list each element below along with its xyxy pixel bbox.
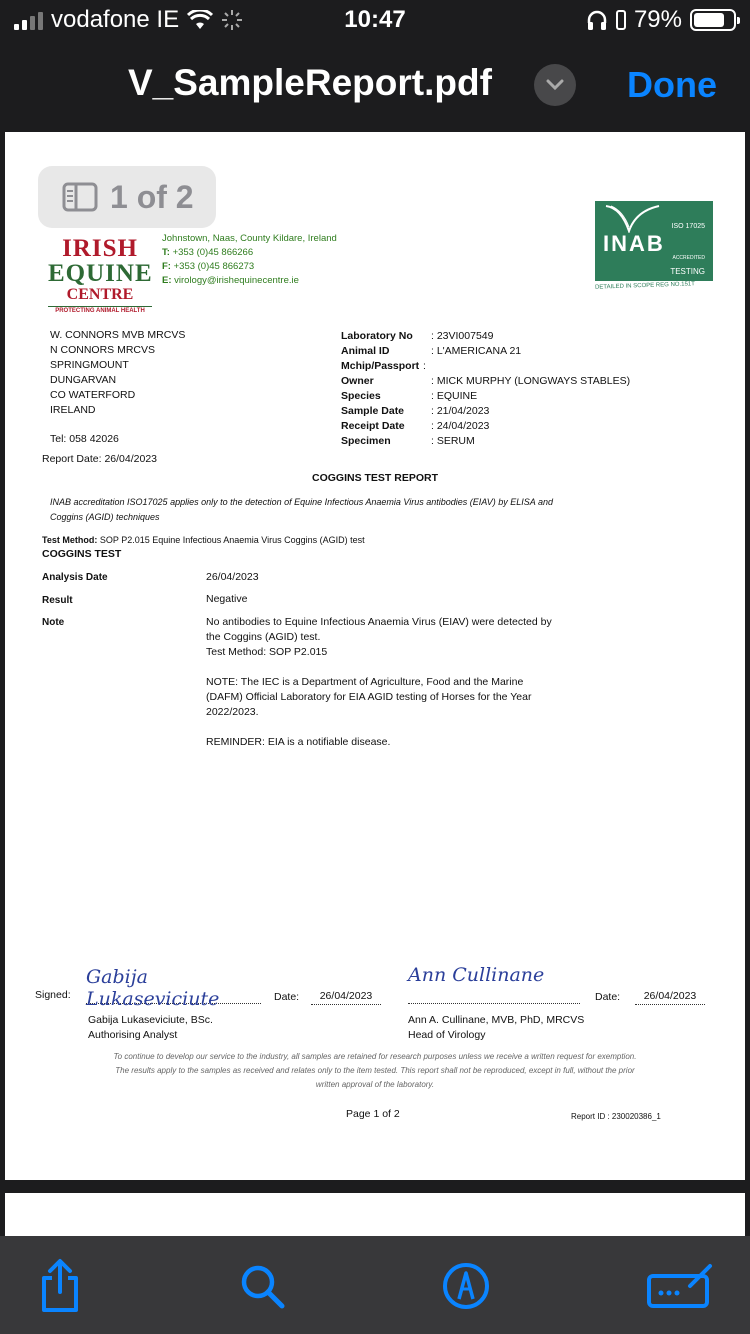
date-label: Date: [595,991,621,1003]
irish-equine-centre-logo [48,236,152,315]
headphones-icon [586,9,608,31]
signature-right-date: 26/04/2023 [635,989,705,1005]
addressee-line: N CONNORS MRCVS [50,344,156,356]
signatory-left-role: Authorising Analyst [88,1029,178,1041]
addressee-line: DUNGARVAN [50,374,117,386]
document-title[interactable]: V_SampleReport.pdf [128,62,492,103]
note-line: (DAFM) Official Laboratory for EIA AGID testing of Horses for the Year [206,691,532,703]
signatory-right-name: Ann A. Cullinane, MVB, PhD, MRCVS [408,1014,585,1026]
note-line [206,720,606,735]
report-title: COGGINS TEST REPORT [311,472,438,484]
page-indicator-text: 1 of 2 [110,178,194,215]
chevron-down-icon [546,79,564,91]
logo-line-1: IRISH [62,235,138,262]
battery-icon [690,9,736,31]
note-line: NOTE: The IEC is a Department of Agriculture, Food and the Marine [206,676,524,688]
inab-scope: DETAILED IN SCOPE REG NO.151T [594,281,695,291]
lab-address: Johnstown, Naas, County Kildare, Ireland [162,233,337,244]
inab-tick-mark [601,203,661,233]
disclaimer-line: written approval of the laboratory. [315,1080,435,1089]
battery-percent: 79% [633,6,682,33]
lab-contact [162,232,337,288]
email-label: E: [162,275,172,286]
addressee-block [50,328,185,418]
inab-accredited: ACCREDITED [672,255,705,261]
signed-label: Signed: [35,989,71,1001]
signatory-left-name: Gabija Lukaseviciute, BSc. [88,1014,213,1026]
lab-fax: +353 (0)45 866273 [173,261,255,272]
signature-left-date: 26/04/2023 [311,989,381,1005]
addressee-line: CO WATERFORD [50,389,136,401]
info-label: Receipt Date [341,420,405,432]
addressee-tel: Tel: 058 42026 [50,433,119,445]
lab-phone: +353 (0)45 866266 [172,247,254,258]
search-icon [238,1262,286,1310]
info-value: : MICK MURPHY (LONGWAYS STABLES) [431,375,631,387]
accreditation-note-line: Coggins (AGID) techniques [50,512,160,522]
info-label: Owner [341,375,374,387]
disclaimer-line: The results apply to the samples as received and relates only to the item tested. This report shall not be reproduced, except in full, without the prior [115,1066,635,1075]
addressee-line: IRELAND [50,404,96,416]
info-label: Specimen [341,435,391,447]
note-line: 2022/2023. [206,706,259,718]
phone-label: T: [162,247,170,258]
info-value: : 21/04/2023 [431,405,490,417]
note-text [206,615,606,750]
accreditation-note [50,495,650,525]
page-indicator[interactable] [38,166,216,228]
note-line [206,660,606,675]
status-bar [0,0,750,40]
info-value: : L'AMERICANA 21 [431,345,522,357]
info-label: Sample Date [341,405,405,417]
note-line: REMINDER: EIA is a notifiable disease. [206,736,391,748]
section-title: COGGINS TEST [42,548,122,560]
signature-icon [646,1262,714,1310]
test-method [42,533,365,548]
note-line: Test Method: SOP P2.015 [206,646,328,658]
addressee-line: SPRINGMOUNT [50,359,129,371]
accreditation-note-line: INAB accreditation ISO17025 applies only to the detection of Equine Infectious Anaemia Virus antibodies (EIAV) by ELISA and [50,497,553,507]
rotation-lock-icon [616,9,626,31]
info-value: : EQUINE [431,390,478,402]
done-button[interactable]: Done [627,64,717,105]
markup-pen-icon [441,1261,491,1311]
sign-button[interactable] [646,1258,714,1314]
bottom-toolbar [0,1236,750,1334]
inab-name: INAB [603,231,665,256]
result-label: Result [42,595,73,606]
share-icon [36,1258,84,1314]
sidebar-icon [62,182,98,212]
share-button[interactable] [32,1258,88,1314]
disclaimer [40,1050,710,1092]
title-menu-button[interactable] [534,64,576,106]
info-label: Animal ID [341,345,390,357]
sample-info [341,329,661,449]
info-label: Species [341,390,381,402]
logo-line-3: CENTRE [66,286,134,303]
note-line: No antibodies to Equine Infectious Anaemia Virus (EIAV) were detected by [206,616,552,628]
signatory-left [88,1013,213,1043]
inab-iso: ISO 17025 [671,223,705,230]
info-label: Laboratory No [341,330,413,342]
signatory-right-role: Head of Virology [408,1029,486,1041]
logo-tagline: PROTECTING ANIMAL HEALTH [48,306,152,315]
inab-accreditation-logo [594,201,713,291]
info-value: : 24/04/2023 [431,420,490,432]
analysis-date-value: 26/04/2023 [206,571,259,583]
markup-button[interactable] [438,1258,494,1314]
signature-right: Ann Cullinane [408,964,580,1004]
signatory-right [408,1013,584,1043]
carrier-name: vodafone IE [51,6,180,33]
clock: 10:47 [344,6,406,33]
note-line: the Coggins (AGID) test. [206,631,321,643]
report-date: Report Date: 26/04/2023 [42,453,157,465]
note-label: Note [42,617,65,628]
signature-left: Gabija Lukaseviciute [86,966,261,1004]
inab-testing: TESTING [670,267,705,276]
date-label: Date: [274,991,300,1003]
disclaimer-line: To continue to develop our service to the industry, all samples are retained for research purposes unless we receive a written request for exemption. [113,1052,637,1061]
addressee-line: W. CONNORS MVB MRCVS [50,329,186,341]
info-value: : 23VI007549 [431,330,494,342]
report-id: Report ID : 230020386_1 [571,1112,661,1121]
result-value: Negative [206,593,248,605]
search-button[interactable] [234,1258,290,1314]
info-label: Mchip/Passport [341,360,420,372]
logo-line-2: EQUINE [48,260,153,287]
test-method-label: Test Method: [42,535,98,545]
analysis-date-label: Analysis Date [42,572,108,583]
page-number: Page 1 of 2 [346,1108,400,1120]
info-value: : SERUM [431,435,475,447]
lab-email[interactable]: virology@irishequinecentre.ie [174,275,299,286]
info-value: : [423,360,426,372]
fax-label: F: [162,261,171,272]
test-method-value: SOP P2.015 Equine Infectious Anaemia Virus Coggins (AGID) test [99,535,365,545]
